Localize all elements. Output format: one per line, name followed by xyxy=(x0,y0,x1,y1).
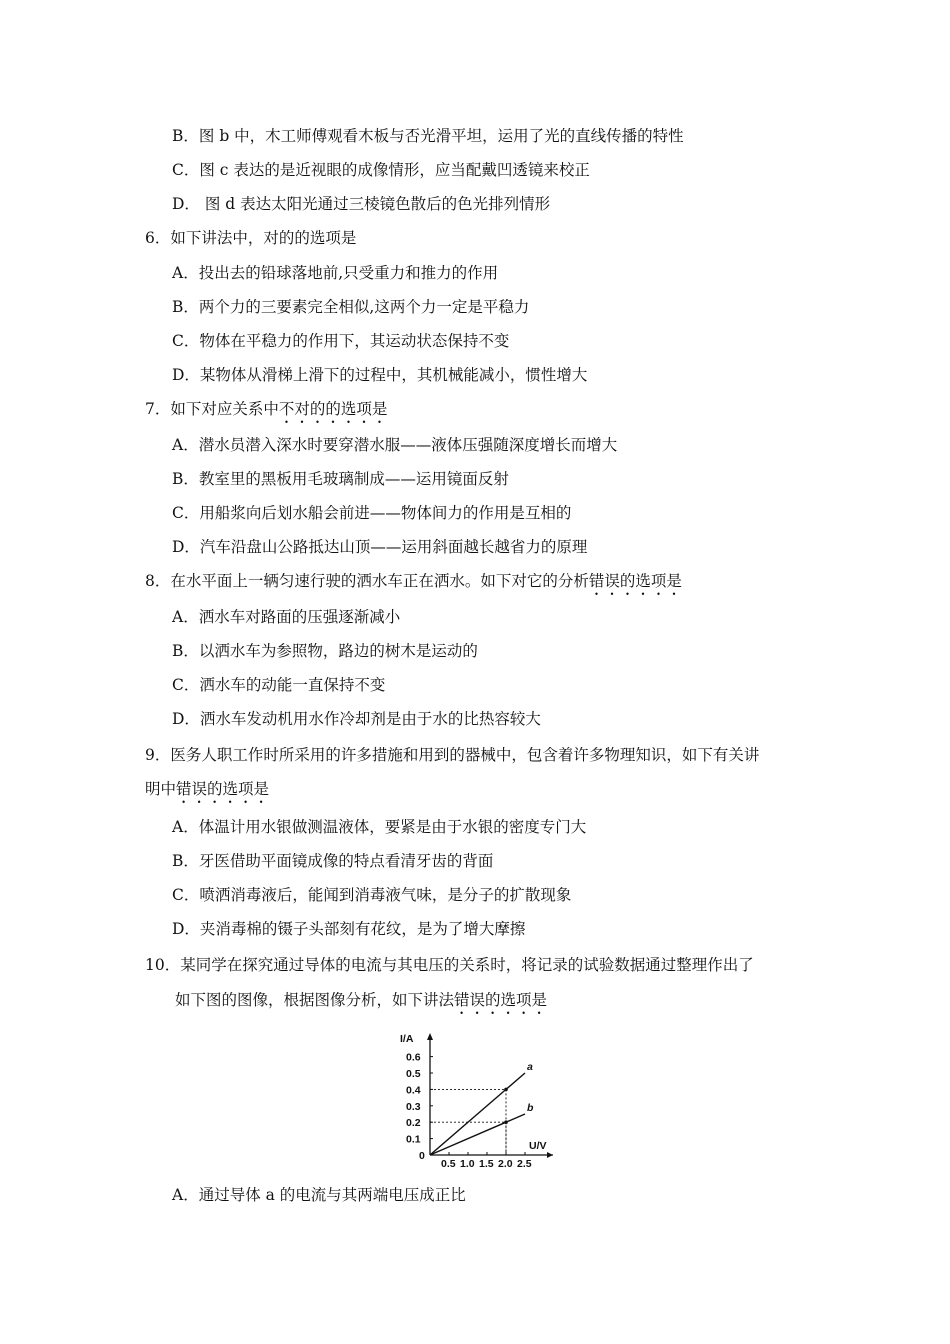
q8-option-c: C．洒水车的动能一直保持不变 xyxy=(172,676,386,694)
x-tick-label: 1.5 xyxy=(479,1158,494,1170)
q8-stem-text: 8．在水平面上一辆匀速行驶的洒水车正在洒水。如下对它的分析 xyxy=(145,572,589,590)
q9-option-a: A．体温计用水银做测温液体，要紧是由于水银的密度专门大 xyxy=(172,818,587,836)
q7-option-c: C．用船浆向后划水船会前进——物体间力的作用是互相的 xyxy=(172,504,572,522)
q8-emphasis: 错误的选项是 xyxy=(588,572,682,590)
series-line-b xyxy=(430,1114,525,1155)
q9-option-b: B．牙医借助平面镜成像的特点看清牙齿的背面 xyxy=(172,852,494,870)
x-tick-label: 2.5 xyxy=(517,1158,532,1170)
q7-stem xyxy=(145,399,387,427)
q7-stem-text: 7．如下对应关系中 xyxy=(145,400,279,418)
q9-option-c: C．喷洒消毒液后，能闻到消毒液气味，是分子的扩散现象 xyxy=(172,886,572,904)
q10-emphasis: 错误的选项是 xyxy=(454,991,548,1009)
y-tick-label: 0.5 xyxy=(406,1068,421,1080)
y-tick-label: 0.6 xyxy=(406,1051,421,1064)
q9-emphasis: 错误的选项是 xyxy=(176,780,270,798)
q5-option-c: C．图 c 表达的是近视眼的成像情形，应当配戴凹透镜来校正 xyxy=(172,161,590,179)
q9-stem-line1: 9．医务人职工作时所采用的许多措施和用到的器械中，包含着许多物理知识，如下有关讲 xyxy=(145,746,760,764)
q5-option-d: D． 图 d 表达太阳光通过三棱镜色散后的色光排列情形 xyxy=(172,195,551,213)
y-tick-label: 0.1 xyxy=(406,1133,421,1146)
y-tick-label: 0.3 xyxy=(406,1100,421,1113)
y-axis-label: I/A xyxy=(400,1033,414,1045)
q9-stem-line2 xyxy=(145,779,269,807)
y-axis-arrow xyxy=(427,1033,433,1040)
q7-option-b: B．教室里的黑板用毛玻璃制成——运用镜面反射 xyxy=(172,470,509,488)
q6-option-c: C．物体在平稳力的作用下，其运动状态保持不变 xyxy=(172,332,510,350)
q9-option-d: D．夹消毒棉的镊子头部刻有花纹，是为了增大摩擦 xyxy=(172,920,526,938)
q7-emphasis: 不对的的选项是 xyxy=(278,400,388,418)
q10-stem-line2 xyxy=(175,990,547,1018)
series-label-a: a xyxy=(527,1061,533,1073)
origin-label: 0 xyxy=(419,1150,425,1162)
q10-option-a: A．通过导体 a 的电流与其两端电压成正比 xyxy=(172,1186,466,1204)
q8-stem xyxy=(145,571,682,599)
q9-stem-text: 明中 xyxy=(145,780,177,798)
x-tick-label: 1.0 xyxy=(460,1158,475,1170)
q6-option-b: B．两个力的三要素完全相似,这两个力一定是平稳力 xyxy=(172,298,530,316)
q6-option-d: D．某物体从滑梯上滑下的过程中，其机械能减小，惯性增大 xyxy=(172,366,588,384)
x-tick-label: 2.0 xyxy=(498,1158,513,1170)
q6-stem: 6．如下讲法中，对的的选项是 xyxy=(145,229,357,247)
q7-option-d: D．汽车沿盘山公路抵达山顶——运用斜面越长越省力的原理 xyxy=(172,538,588,556)
y-tick-label: 0.4 xyxy=(406,1084,421,1097)
series-label-b: b xyxy=(527,1102,534,1114)
q7-option-a: A．潜水员潜入深水时要穿潜水服——液体压强随深度增长而增大 xyxy=(172,436,618,454)
x-axis-label: U/V xyxy=(529,1140,547,1152)
q6-option-a: A．投出去的铅球落地前,只受重力和推力的作用 xyxy=(172,264,499,282)
x-axis-arrow xyxy=(547,1152,553,1158)
y-tick-label: 0.2 xyxy=(406,1117,421,1130)
q10-stem-text: 如下图的图像，根据图像分析，如下讲法 xyxy=(175,991,455,1009)
q8-option-b: B．以洒水车为参照物，路边的树木是运动的 xyxy=(172,642,478,660)
q8-option-a: A．洒水车对路面的压强逐渐减小 xyxy=(172,608,401,626)
q8-option-d: D．洒水车发动机用水作冷却剂是由于水的比热容较大 xyxy=(172,710,541,728)
x-tick-label: 0.5 xyxy=(441,1158,456,1170)
q10-stem-line1: 10．某同学在探究通过导体的电流与其电压的关系时，将记录的试验数据通过整理作出了 xyxy=(145,956,754,974)
q5-option-b: B．图 b 中，木工师傅观看木板与否光滑平坦，运用了光的直线传播的特性 xyxy=(172,127,684,145)
iu-graph xyxy=(395,1030,565,1170)
series-line-a xyxy=(430,1073,525,1155)
